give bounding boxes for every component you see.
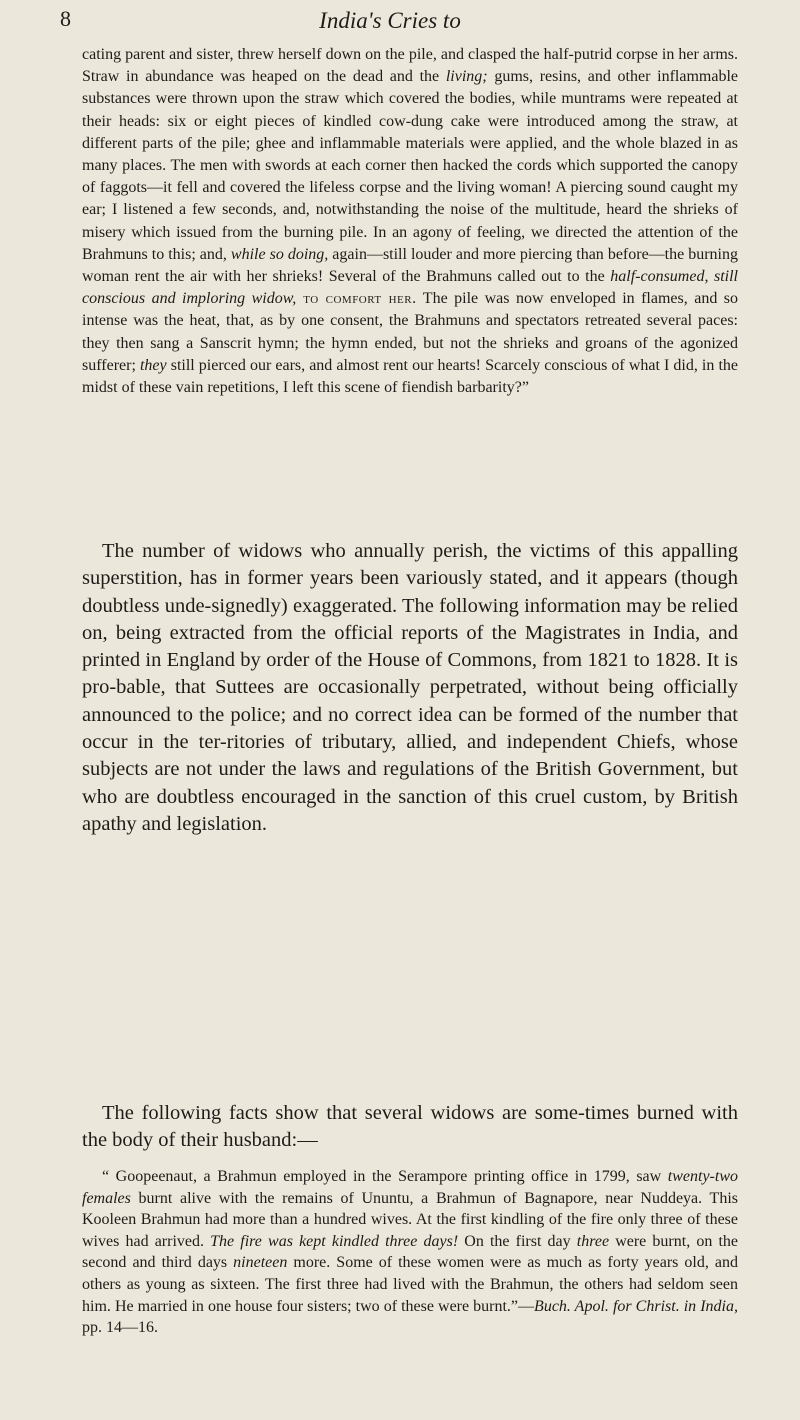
quoted-passage-top bbox=[82, 44, 738, 399]
body-paragraph-widows bbox=[82, 538, 738, 838]
quoted-paragraph bbox=[82, 1166, 738, 1339]
quote-text: more. Some of these women were as much as forty years old, and others as young as sixteen. The first three had lived with the Brahmun, the others had seldom seen him. He married in one house four sisters; two of these were burnt.”— bbox=[82, 1254, 738, 1315]
running-head: India's Cries to bbox=[319, 8, 461, 33]
quote-italic: three bbox=[576, 1232, 610, 1250]
quote-text: still pierced our ears, and almost rent our hearts! Scarcely conscious of what I did, in the midst of these vain repetitions, I left this scene of fiendish barbarity?” bbox=[82, 356, 739, 397]
quote-text: were burnt, on the second and third days bbox=[82, 1232, 738, 1272]
quote-italic: nineteen bbox=[233, 1254, 288, 1272]
quote-italic: while so doing, bbox=[230, 245, 329, 263]
quote-text: burnt alive with the remains of Ununtu, a Brahmun of Bagnapore, near Nuddeya. This Kooleen Brahmun had more than a hundred wives. At the first kindling of the fire only three of these wives had arrived. bbox=[82, 1189, 738, 1250]
body-paragraph-text: The following facts show that several widows are some-times burned with the body of their husband:— bbox=[82, 1102, 738, 1152]
quoted-passage-bottom bbox=[82, 1166, 738, 1339]
quote-italic: half-consumed, still conscious and imploring widow, bbox=[82, 268, 738, 308]
quote-italic: The fire was kept kindled three days! bbox=[210, 1232, 459, 1250]
body-paragraph-text: The number of widows who annually perish, the victims of this appalling superstition, has in former years been variously stated, and it appears (though doubtless unde-signedly) exaggerated. The following information may be relied on, being extracted from the official reports of the Magistrates in India, and printed in England by order of the House of Commons, from 1821 to 1828. It is pro-bable, that Suttees are occasionally perpetrated, without being officially announced to the police; and no correct idea can be formed of the number that occur in the ter-ritories of tributary, allied, and independent Chiefs, whose subjects are not under the laws and regulations of the British Government, but who are doubtless encouraged in the sanction of this cruel custom, by British apathy and legislation. bbox=[82, 540, 738, 835]
quote-text: again—still louder and more piercing than before—the burning woman rent the air with her shrieks! Several of the Brahmuns called out to the bbox=[82, 245, 738, 286]
quote-italic: living; bbox=[445, 68, 488, 86]
body-paragraph-facts bbox=[82, 1100, 738, 1155]
citation-pages: pp. 14—16. bbox=[82, 1319, 158, 1337]
page-number: 8 bbox=[60, 6, 71, 31]
quoted-paragraph bbox=[82, 44, 738, 399]
page-header bbox=[60, 6, 720, 42]
quote-text: On the first day bbox=[458, 1232, 577, 1250]
quote-text: The pile was now enveloped in flames, and so intense was the heat, that, as by one consent, the Brahmuns and spectators retreated several paces: they then sang a Sanscrit hymn; the hymn ended, but not the shrieks and groans of the agonized sufferer; bbox=[82, 290, 739, 374]
quote-text: gums, resins, and other inflammable substances were thrown upon the straw which covered the bodies, while muntrams were repeated at their heads: six or eight pieces of kindled cow-dung cake were introduced among the straw, at different parts of the pile; ghee and inflammable materials were applied, and the whole blazed in as many places. The men with swords at each corner then hacked the cords which supported the canopy of faggots—it fell and covered the lifeless corpse and the living woman! A piercing sound caught my ear; I listened a few seconds, and, notwithstanding the noise of the multitude, heard the shrieks of misery which issued from the burning pile. In an agony of feeling, we directed the attention of the Brahmuns to this; and, bbox=[82, 68, 739, 263]
quote-text: “ Goopeenaut, a Brahmun employed in the Serampore printing office in 1799, saw bbox=[102, 1168, 668, 1185]
quote-italic: they bbox=[139, 356, 167, 374]
citation-italic: Buch. Apol. for Christ. in India, bbox=[534, 1297, 739, 1315]
quote-italic: twenty-two females bbox=[82, 1168, 738, 1207]
quote-text: cating parent and sister, threw herself down on the pile, and clasped the half-putrid corpse in her arms. Straw in abundance was heaped on the dead and the bbox=[82, 46, 738, 86]
quote-smallcaps: to comfort her. bbox=[296, 290, 417, 308]
